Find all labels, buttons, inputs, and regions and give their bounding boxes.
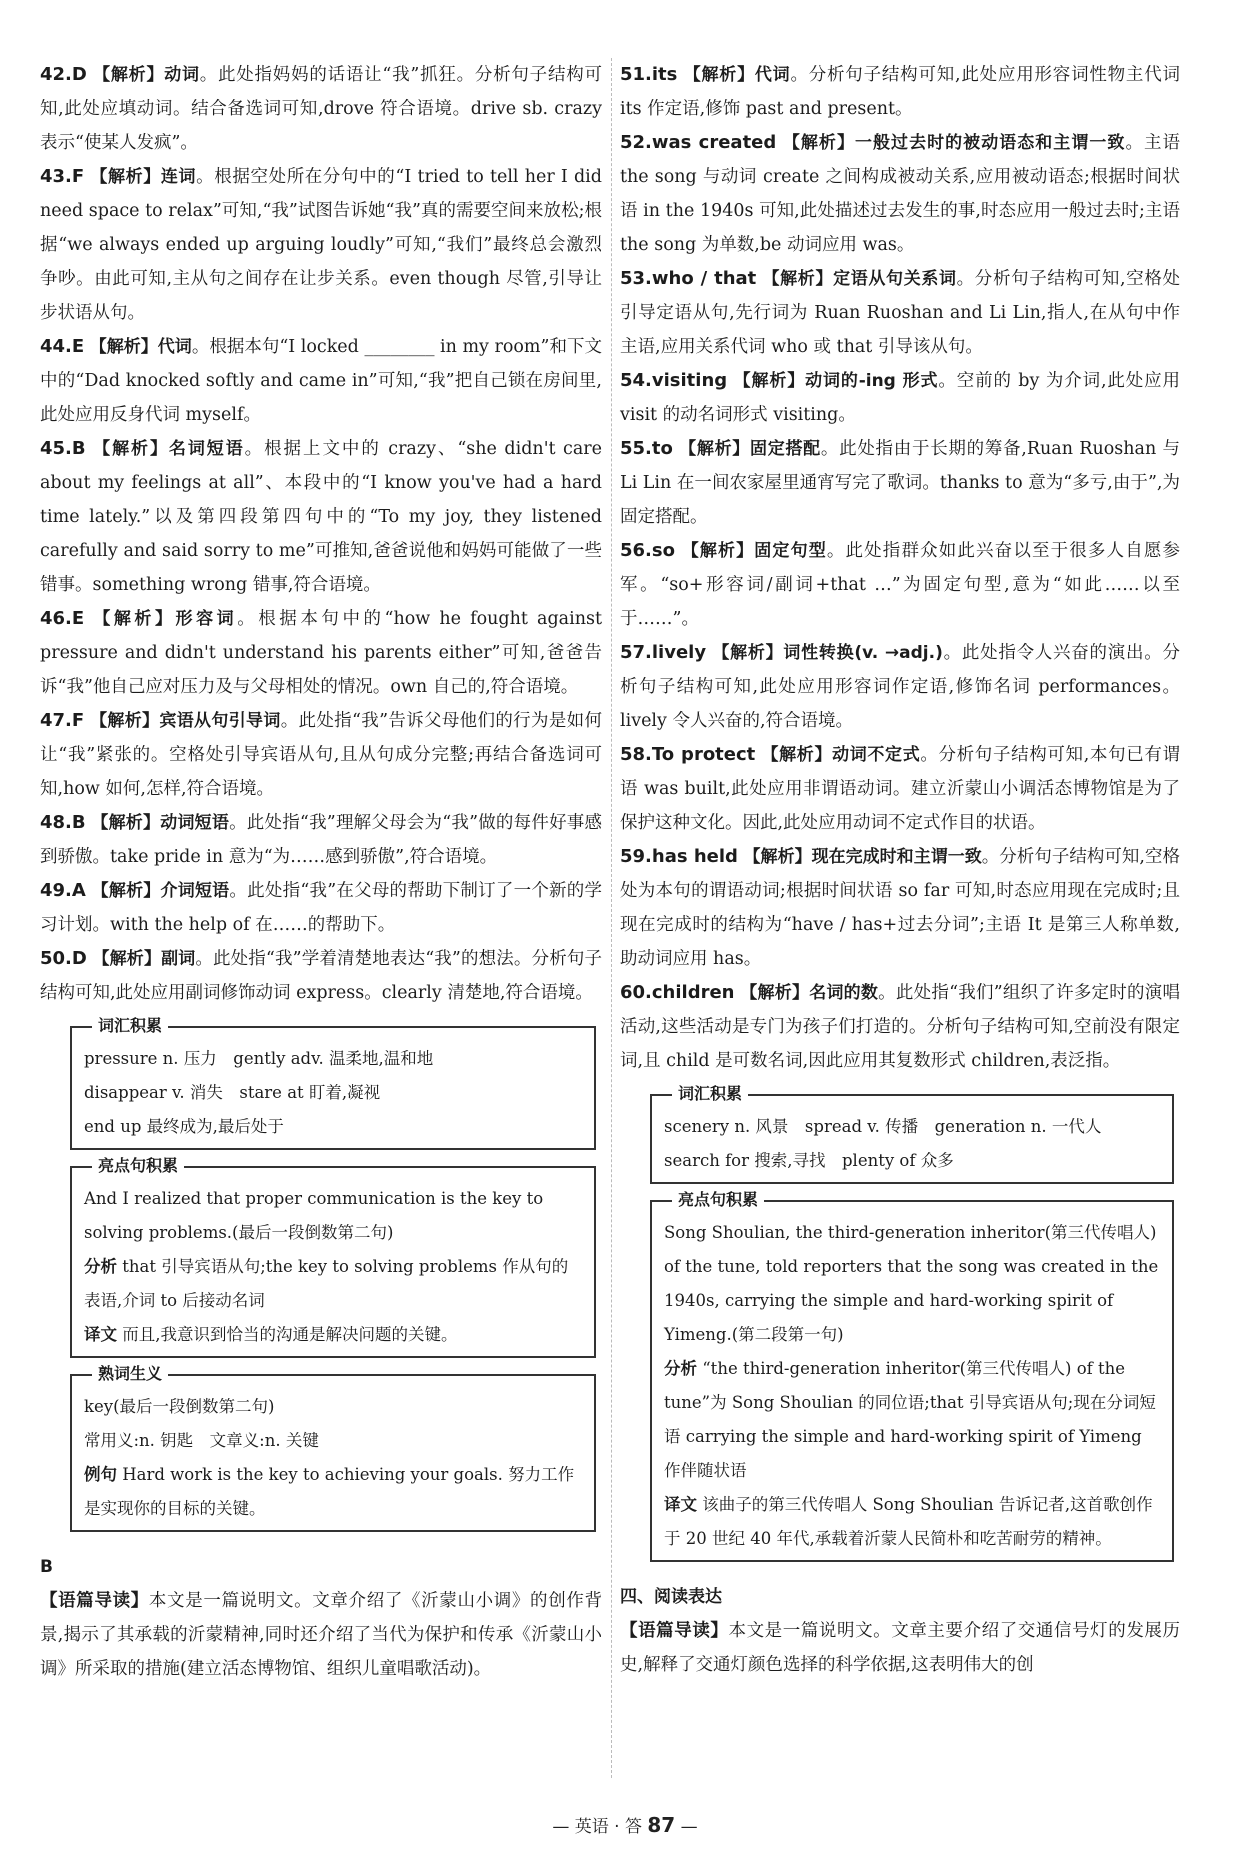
answer-entry xyxy=(620,738,1180,840)
answer-category: 【解析】动词不定式 xyxy=(761,745,921,765)
answer-category: 【解析】动词的-ing 形式 xyxy=(733,371,939,391)
answer-entry xyxy=(620,432,1180,534)
answer-entry xyxy=(620,126,1180,262)
page-number: 87 xyxy=(647,1813,676,1837)
answer-category: 【解析】动词 xyxy=(93,65,200,85)
answer-number: 56.so xyxy=(620,540,675,561)
vocab-box xyxy=(650,1084,1174,1184)
answer-entry xyxy=(40,874,602,942)
answer-category: 【解析】代词 xyxy=(683,65,791,85)
answer-category: 【解析】固定句型 xyxy=(681,541,827,561)
answer-explanation: 。此处指群众如此兴奋以至于很多人自愿参军。“so+形容词/副词+that …”为固定句型,意为“如此……以至于……”。 xyxy=(620,541,1180,629)
answer-entry xyxy=(40,160,602,330)
familiar-word: key(最后一段倒数第二句) xyxy=(84,1397,275,1416)
highlight-sentence-box xyxy=(70,1156,596,1358)
answer-entry xyxy=(620,840,1180,976)
answer-entry xyxy=(620,58,1180,126)
box-title: 亮点句积累 xyxy=(92,1154,184,1178)
answer-category: 【解析】固定搭配 xyxy=(679,439,821,459)
answer-number: 53.who / that xyxy=(620,268,757,289)
answer-number: 58.To protect xyxy=(620,744,756,765)
answer-explanation: 。此处指“我”在父母的帮助下制订了一个新的学习计划。with the help of 在……的帮助下。 xyxy=(40,881,602,935)
highlight-sentence-box xyxy=(650,1190,1174,1562)
analysis-paragraph xyxy=(84,1250,582,1318)
page-footer xyxy=(0,1808,1250,1844)
answer-number: 48.B xyxy=(40,812,86,833)
vocab-line: disappear v. 消失 stare at 盯着,凝视 xyxy=(84,1083,381,1102)
answer-category: 【解析】现在完成时和主谓一致 xyxy=(743,847,982,867)
analysis-label: 分析 xyxy=(84,1257,117,1276)
answer-explanation: 。根据空处所在分句中的“I tried to tell her I did need space to relax”可知,“我”试图告诉她“我”真的需要空间来放松;根据“we always ended up arguing loudly”可知,“我们”最终总会激烈争吵。由此可知,主从句之间存在让步关系。even though 尽管,引导让步状语从句。 xyxy=(40,167,602,323)
box-title: 亮点句积累 xyxy=(672,1188,764,1212)
box-title: 词汇积累 xyxy=(672,1082,748,1106)
example-paragraph xyxy=(84,1458,582,1526)
answer-number: 57.lively xyxy=(620,642,707,663)
answer-entry xyxy=(40,58,602,160)
answer-explanation: 。分析句子结构可知,空格处引导定语从句,先行词为 Ruan Ruoshan and Li Lin,指人,在从句中作主语,应用关系代词 who 或 that 引导该从句。 xyxy=(620,269,1180,357)
answer-number: 44.E xyxy=(40,336,85,357)
answer-category: 【解析】副词 xyxy=(92,949,196,969)
answer-explanation: 。此处指由于长期的筹备,Ruan Ruoshan 与 Li Lin 在一间农家屋里通宵写完了歌词。thanks to 意为“多亏,由于”,为固定搭配。 xyxy=(620,439,1180,527)
answer-entry xyxy=(620,976,1180,1078)
passage-guide xyxy=(620,1614,1180,1682)
answer-number: 47.F xyxy=(40,710,85,731)
answer-explanation: 。此处指妈妈的话语让“我”抓狂。分析句子结构可知,此处应填动词。结合备选词可知,drove 符合语境。drive sb. crazy 表示“使某人发疯”。 xyxy=(40,65,602,153)
answer-category: 【解析】形容词 xyxy=(93,609,238,629)
answer-explanation: 。主语 the song 与动词 create 之间构成被动关系,应用被动语态;根据时间状语 in the 1940s 可知,此处描述过去发生的事,时态应用一般过去时;主语 the song 为单数,be 动词应用 was。 xyxy=(620,133,1180,255)
translation-text: 该曲子的第三代传唱人 Song Shoulian 告诉记者,这首歌创作于 20 世纪 40 年代,承载着沂蒙人民简朴和吃苦耐劳的精神。 xyxy=(664,1495,1153,1548)
answer-explanation: 。此处指“我”理解父母会为“我”做的每件好事感到骄傲。take pride in 意为“为……感到骄傲”,符合语境。 xyxy=(40,813,602,867)
box-title: 熟词生义 xyxy=(92,1362,168,1386)
guide-text: 本文是一篇说明文。文章介绍了《沂蒙山小调》的创作背景,揭示了其承载的沂蒙精神,同时还介绍了当代为保护和传承《沂蒙山小调》所采取的措施(建立活态博物馆、组织儿童唱歌活动)。 xyxy=(40,1591,603,1679)
answer-number: 43.F xyxy=(40,166,85,187)
answer-explanation: 。分析句子结构可知,本句已有谓语 was built,此处应用非谓语动词。建立沂蒙山小调活态博物馆是为了保护这种文化。因此,此处应用动词不定式作目的状语。 xyxy=(620,745,1181,833)
answer-number: 51.its xyxy=(620,64,678,85)
answer-category: 【解析】连词 xyxy=(90,167,197,187)
answer-explanation: 。根据本句“I locked ________ in my room”和下文中的“Dad knocked softly and came in”可知,“我”把自己锁在房间里,此处应用反身代词 myself。 xyxy=(40,337,602,425)
familiar-meanings: 常用义:n. 钥匙 文章义:n. 关键 xyxy=(84,1431,319,1450)
answer-category: 【解析】定语从句关系词 xyxy=(762,269,957,289)
vocab-line: search for 搜索,寻找 plenty of 众多 xyxy=(664,1151,954,1170)
analysis-text: that 引导宾语从句;the key to solving problems 作从句的表语,介词 to 后接动名词 xyxy=(84,1257,569,1310)
vocab-box xyxy=(70,1016,596,1150)
answer-explanation: 。空前的 by 为介词,此处应用 visit 的动名词形式 visiting。 xyxy=(620,371,1180,425)
answer-number: 54.visiting xyxy=(620,370,728,391)
analysis-paragraph xyxy=(664,1352,1160,1488)
vocab-line: scenery n. 风景 spread v. 传播 generation n. 一代人 xyxy=(664,1117,1102,1136)
section-four-heading: 四、阅读表达 xyxy=(620,1587,722,1607)
answer-number: 49.A xyxy=(40,880,86,901)
familiar-word-box xyxy=(70,1364,596,1532)
analysis-label: 分析 xyxy=(664,1359,697,1378)
answer-category: 【解析】一般过去时的被动语态和主谓一致 xyxy=(782,133,1126,153)
answer-explanation: 。此处指“我”告诉父母他们的行为是如何让“我”紧张的。空格处引导宾语从句,且从句成分完整;再结合备选词可知,how 如何,怎样,符合语境。 xyxy=(40,711,602,799)
box-title: 词汇积累 xyxy=(92,1014,168,1038)
answer-explanation: 。分析句子结构可知,空格处为本句的谓语动词;根据时间状语 so far 可知,时态应用现在完成时;且现在完成时的结构为“have / has+过去分词”;主语 It 是第三人称单数,助动词应用 has。 xyxy=(620,847,1181,969)
guide-text: 本文是一篇说明文。文章主要介绍了交通信号灯的发展历史,解释了交通灯颜色选择的科学依据,这表明伟大的创 xyxy=(620,1621,1180,1675)
answer-category: 【解析】代词 xyxy=(89,337,192,357)
example-text: Hard work is the key to achieving your goals. 努力工作是实现你的目标的关键。 xyxy=(84,1465,575,1518)
guide-tag: 【语篇导读】 xyxy=(40,1591,149,1611)
translation-paragraph xyxy=(84,1318,582,1352)
answer-category: 【解析】宾语从句引导词 xyxy=(90,711,281,731)
answer-entry xyxy=(620,636,1180,738)
translation-label: 译文 xyxy=(664,1495,697,1514)
answer-category: 【解析】名词短语 xyxy=(93,439,245,459)
vocab-line: pressure n. 压力 gently adv. 温柔地,温和地 xyxy=(84,1049,434,1068)
answer-number: 46.E xyxy=(40,608,85,629)
answer-category: 【解析】名词的数 xyxy=(740,983,879,1003)
answer-number: 52.was created xyxy=(620,132,777,153)
answer-explanation: 。此处指“我”学着清楚地表达“我”的想法。分析句子结构可知,此处应用副词修饰动词 express。clearly 清楚地,符合语境。 xyxy=(40,949,602,1003)
translation-text: 而且,我意识到恰当的沟通是解决问题的关键。 xyxy=(122,1325,458,1344)
answer-category: 【解析】词性转换(v. →adj.) xyxy=(712,643,943,663)
answer-entry xyxy=(40,806,602,874)
vocab-line: end up 最终成为,最后处于 xyxy=(84,1117,284,1136)
analysis-text: “the third-generation inheritor(第三代传唱人) of the tune”为 Song Shoulian 的同位语;that 引导宾语从句;现在分词短语 carrying the simple and hard-working spirit of Yimeng 作伴随状语 xyxy=(664,1359,1156,1480)
passage-guide xyxy=(40,1584,602,1686)
answer-entry xyxy=(620,534,1180,636)
answer-number: 42.D xyxy=(40,64,87,85)
section-b-label: B xyxy=(40,1557,53,1577)
answer-entry xyxy=(40,704,602,806)
answer-number: 55.to xyxy=(620,438,673,459)
answer-entry xyxy=(620,262,1180,364)
answer-explanation: 。分析句子结构可知,此处应用形容词性物主代词 its 作定语,修饰 past and present。 xyxy=(620,65,1181,119)
highlight-sentence: Song Shoulian, the third-generation inheritor(第三代传唱人) of the tune, told reporters that the song was created in the 1940s, carrying the simple and hard-working spirit of Yimeng.(第二段第一句) xyxy=(664,1223,1159,1344)
translation-paragraph xyxy=(664,1488,1160,1556)
answer-explanation: 。此处指令人兴奋的演出。分析句子结构可知,此处应用形容词作定语,修饰名词 performances。lively 令人兴奋的,符合语境。 xyxy=(620,643,1181,731)
answer-explanation: 。根据上文中的 crazy、“she didn't care about my feelings at all”、本段中的“I know you've had a hard time lately.”以及第四段第四句中的“To my joy, they listened carefully and said sorry to me”可推知,爸爸说他和妈妈可能做了一些错事。something wrong 错事,符合语境。 xyxy=(40,439,602,595)
footer-prefix: — 英语 · 答 xyxy=(552,1817,642,1837)
answer-entry xyxy=(40,942,602,1010)
answer-number: 59.has held xyxy=(620,846,738,867)
answer-explanation: 。此处指“我们”组织了许多定时的演唱活动,这些活动是专门为孩子们打造的。分析句子结构可知,空前没有限定词,且 child 是可数名词,因此应用其复数形式 children,表泛指。 xyxy=(620,983,1180,1071)
highlight-sentence: And I realized that proper communication is the key to solving problems.(最后一段倒数第二句) xyxy=(84,1189,544,1242)
answer-entry xyxy=(620,364,1180,432)
column-divider xyxy=(611,58,612,1778)
answer-explanation: 。根据本句中的“how he fought against pressure and didn't understand his parents either”可知,爸爸告诉“我”他自己应对压力及与父母相处的情况。own 自己的,符合语境。 xyxy=(40,609,602,697)
translation-label: 译文 xyxy=(84,1325,117,1344)
answer-number: 60.children xyxy=(620,982,735,1003)
answer-category: 【解析】介词短语 xyxy=(91,881,230,901)
answer-entry xyxy=(40,330,602,432)
right-column xyxy=(620,58,1180,1682)
answer-entry xyxy=(40,602,602,704)
answer-number: 45.B xyxy=(40,438,86,459)
left-column xyxy=(40,58,602,1686)
guide-tag: 【语篇导读】 xyxy=(620,1621,729,1641)
footer-suffix: — xyxy=(680,1817,698,1837)
answer-category: 【解析】动词短语 xyxy=(91,813,230,833)
example-label: 例句 xyxy=(84,1465,117,1484)
answer-number: 50.D xyxy=(40,948,87,969)
answer-entry xyxy=(40,432,602,602)
